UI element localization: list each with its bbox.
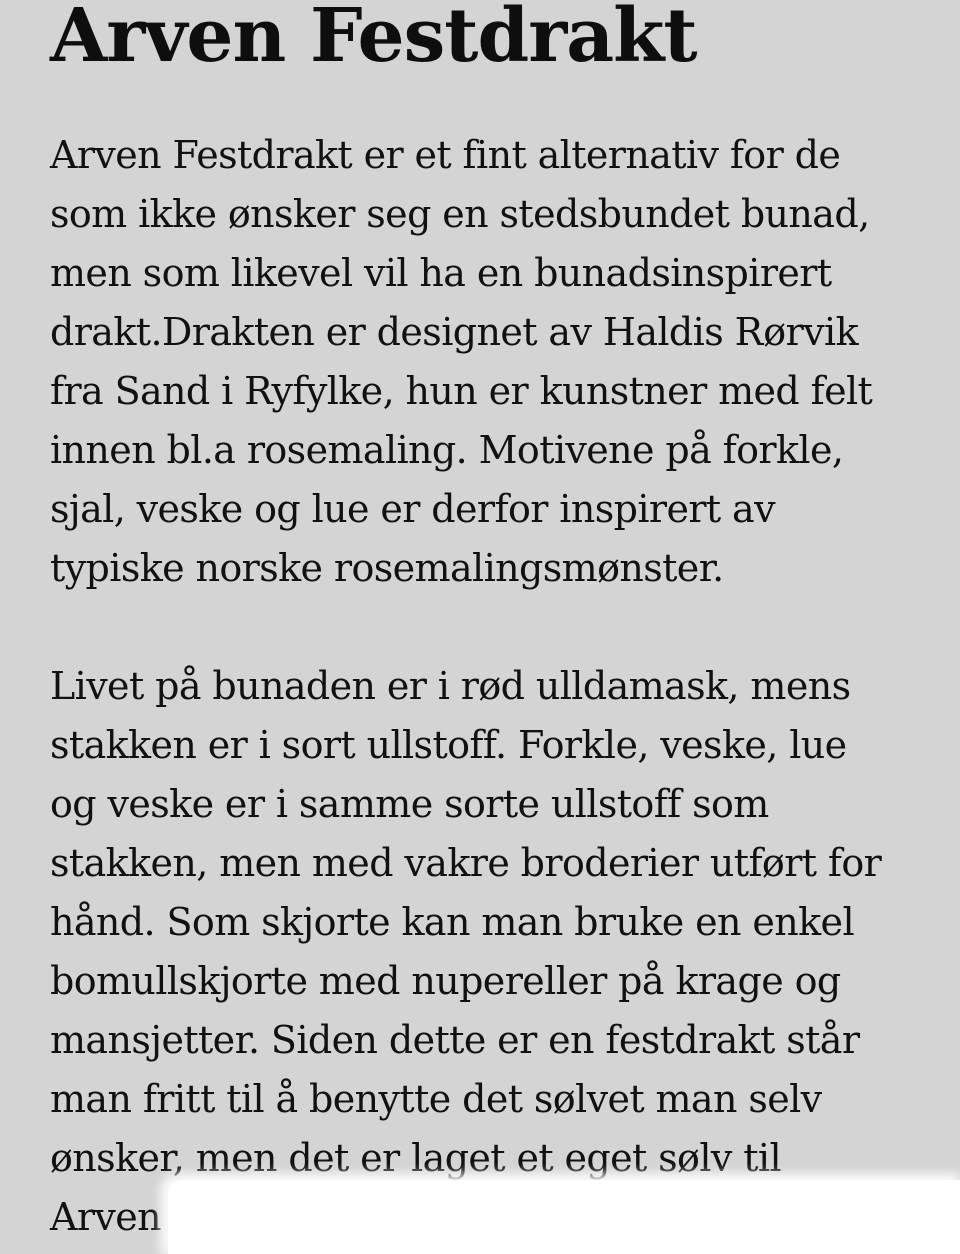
paragraph-1-line-8: typiske norske rosemalingsmønster. [50,546,724,590]
paragraph-2-line-7: mansjetter. Siden dette er en festdrakt står [50,1018,860,1062]
paragraph-2-line-1: Livet på bunaden er i rød ulldamask, mens [50,664,851,708]
paragraph-1-line-1: Arven Festdrakt er et fint alternativ for de [50,133,841,177]
paragraph-1-line-3: men som likevel vil ha en bunadsinspirert [50,251,832,295]
paragraph-2-line-3: og veske er i samme sorte ullstoff som [50,782,769,826]
paragraph-1-line-6: innen bl.a rosemaling. Motivene på forkle, [50,428,844,472]
paragraph-1-line-5: fra Sand i Ryfylke, hun er kunstner med felt [50,369,873,413]
paragraph-2-line-6: bomullskjorte med nupereller på krage og [50,959,841,1003]
paragraph-2-line-2: stakken er i sort ullstoff. Forkle, veske, lue [50,723,847,767]
paragraph-1-line-2: som ikke ønsker seg en stedsbundet bunad, [50,192,870,236]
paragraph-2-line-5: hånd. Som skjorte kan man bruke en enkel [50,900,855,944]
paragraph-1 [50,126,872,598]
article-title: Arven Festdrakt [50,0,697,79]
paragraph-2-line-9: ønsker, men det er laget et eget sølv til [50,1136,782,1180]
paragraph-1-line-4: drakt.Drakten er designet av Haldis Rørvik [50,310,858,354]
paragraph-2-line-10: Arven [50,1195,162,1239]
paragraph-2-line-8: man fritt til å benytte det sølvet man selv [50,1077,822,1121]
white-overlay [168,1180,960,1254]
paragraph-2 [50,657,881,1247]
paragraph-2-line-4: stakken, men med vakre broderier utført for [50,841,882,885]
paragraph-1-line-7: sjal, veske og lue er derfor inspirert av [50,487,775,531]
